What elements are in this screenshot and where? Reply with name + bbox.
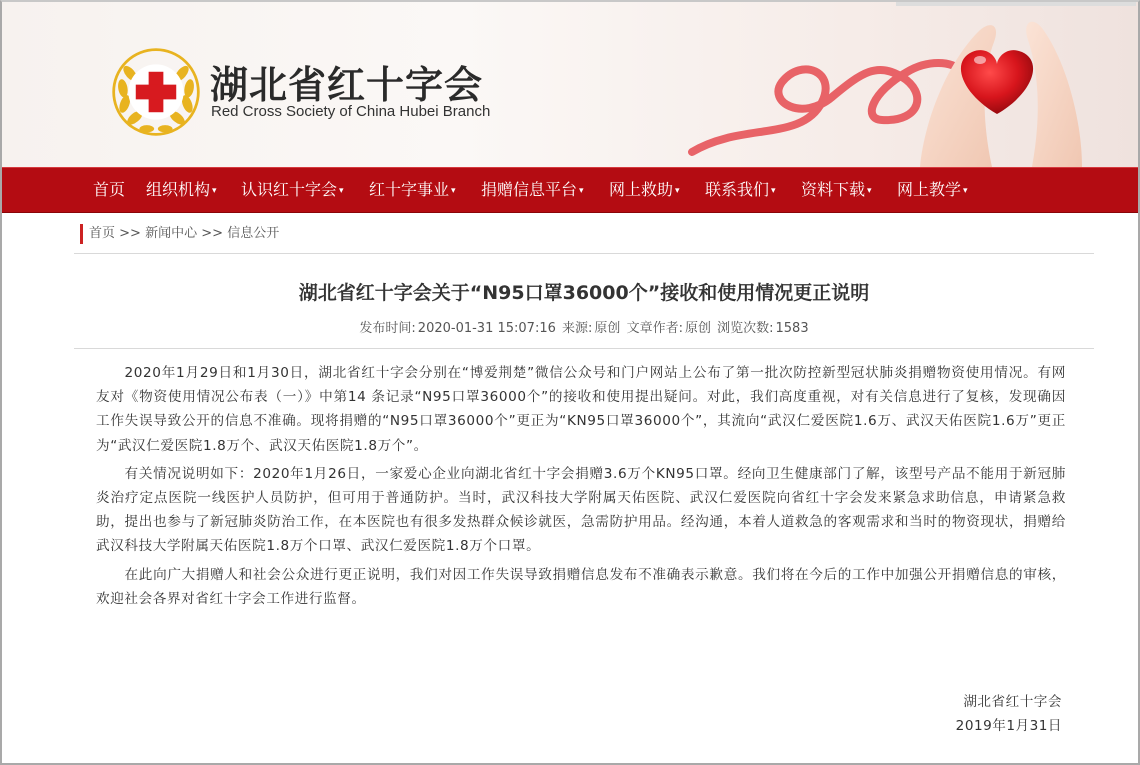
signature-organization: 湖北省红十字会 xyxy=(963,694,1062,710)
author-label: 文章作者: xyxy=(626,321,683,336)
article-paragraph: 2020年1月29日和1月30日，湖北省红十字会分别在“博爱荆楚”微信公众号和门户网站上公布了第一批次防控新型冠状肺炎捐赠物资使用情况。有网友对《物资使用情况公布表（一）》中第14 条记录“N95口罩36000个”的接收和使用提出疑问。对此，我们高度重视，对有关信息进行了复核，发现确因工作失误导致公开的信息不准确。现将捐赠的“N95口罩36000个”更正为“KN95口罩36000个”，其流向“武汉仁爱医院1.6万、武汉天佑医院1.6万”更正为“武汉仁爱医院1.8万个、武汉天佑医院1.8万个”。 xyxy=(96,365,1066,454)
article-paragraph: 在此向广大捐赠人和社会公众进行更正说明，我们对因工作失误导致捐赠信息发布不准确表示歉意。我们将在今后的工作中加强公开捐赠信息的审核，欢迎社会各界对省红十字会工作进行监督。 xyxy=(96,566,1066,607)
divider xyxy=(74,348,1094,349)
breadcrumb-home[interactable]: 首页 xyxy=(89,226,116,241)
breadcrumb-separator: >> xyxy=(119,226,141,241)
view-count: 1583 xyxy=(775,321,809,336)
red-cross-logo[interactable] xyxy=(110,46,202,138)
article-body xyxy=(96,361,1066,615)
publish-time-label: 发布时间: xyxy=(359,321,416,336)
site-header xyxy=(2,2,1138,167)
site-subtitle: Red Cross Society of China Hubei Branch xyxy=(211,103,491,120)
chevron-down-icon: ▾ xyxy=(771,185,776,196)
signature-date: 2019年1月31日 xyxy=(955,718,1062,734)
chevron-down-icon: ▾ xyxy=(675,185,680,196)
chevron-down-icon: ▾ xyxy=(963,185,968,196)
site-title: 湖北省红十字会 xyxy=(210,63,484,107)
nav-item-donation-platform[interactable]: 捐赠信息平台 ▾ xyxy=(481,180,584,199)
nav-item-downloads[interactable]: 资料下载 ▾ xyxy=(801,180,872,199)
author-value: 原创 xyxy=(684,321,711,336)
nav-item-contact-us[interactable]: 联系我们 ▾ xyxy=(705,180,776,199)
chevron-down-icon: ▾ xyxy=(867,185,872,196)
breadcrumb-news-center[interactable]: 新闻中心 xyxy=(145,226,198,241)
nav-item-online-teaching[interactable]: 网上教学 ▾ xyxy=(897,180,968,199)
article-title: 湖北省红十字会关于“N95口罩36000个”接收和使用情况更正说明 xyxy=(298,282,870,304)
chevron-down-icon: ▾ xyxy=(212,185,217,196)
source-value: 原创 xyxy=(594,321,621,336)
source-label: 来源: xyxy=(562,321,593,336)
nav-item-online-relief[interactable]: 网上救助 ▾ xyxy=(609,180,680,199)
breadcrumb-info-disclosure[interactable]: 信息公开 xyxy=(227,226,280,241)
article-paragraph: 有关情况说明如下：2020年1月26日，一家爱心企业向湖北省红十字会捐赠3.6万个KN95口罩。经向卫生健康部门了解，该型号产品不能用于新冠肺炎治疗定点医院一线医护人员防护，但可用于普通防护。当时，武汉科技大学附属天佑医院、武汉仁爱医院向省红十字会发来紧急求助信息，申请紧急救助，提出也参与了新冠肺炎防治工作，在本医院也有很多发热群众候诊就医，急需防护用品。经沟通，本着人道救急的客观需求和当时的物资现状，捐赠给武汉科技大学附属天佑医院1.8万个口罩、武汉仁爱医院1.8万个口罩。 xyxy=(96,465,1066,555)
main-nav xyxy=(2,167,1138,213)
nav-item-home[interactable]: 首页 xyxy=(93,180,126,199)
hands-heart-banner-image xyxy=(662,2,1138,167)
views-label: 浏览次数: xyxy=(717,321,774,336)
publish-time: 2020-01-31 15:07:16 xyxy=(417,321,556,336)
breadcrumb-separator: >> xyxy=(201,226,224,241)
chevron-down-icon: ▾ xyxy=(579,185,584,196)
nav-item-about-red-cross[interactable]: 认识红十字会 ▾ xyxy=(241,180,344,199)
nav-item-red-cross-cause[interactable]: 红十字事业 ▾ xyxy=(369,180,456,199)
chevron-down-icon: ▾ xyxy=(451,185,456,196)
article-meta xyxy=(74,317,1094,336)
nav-item-organization[interactable]: 组织机构 ▾ xyxy=(146,180,217,199)
divider xyxy=(74,253,1094,254)
chevron-down-icon: ▾ xyxy=(339,185,344,196)
breadcrumb xyxy=(80,224,279,244)
